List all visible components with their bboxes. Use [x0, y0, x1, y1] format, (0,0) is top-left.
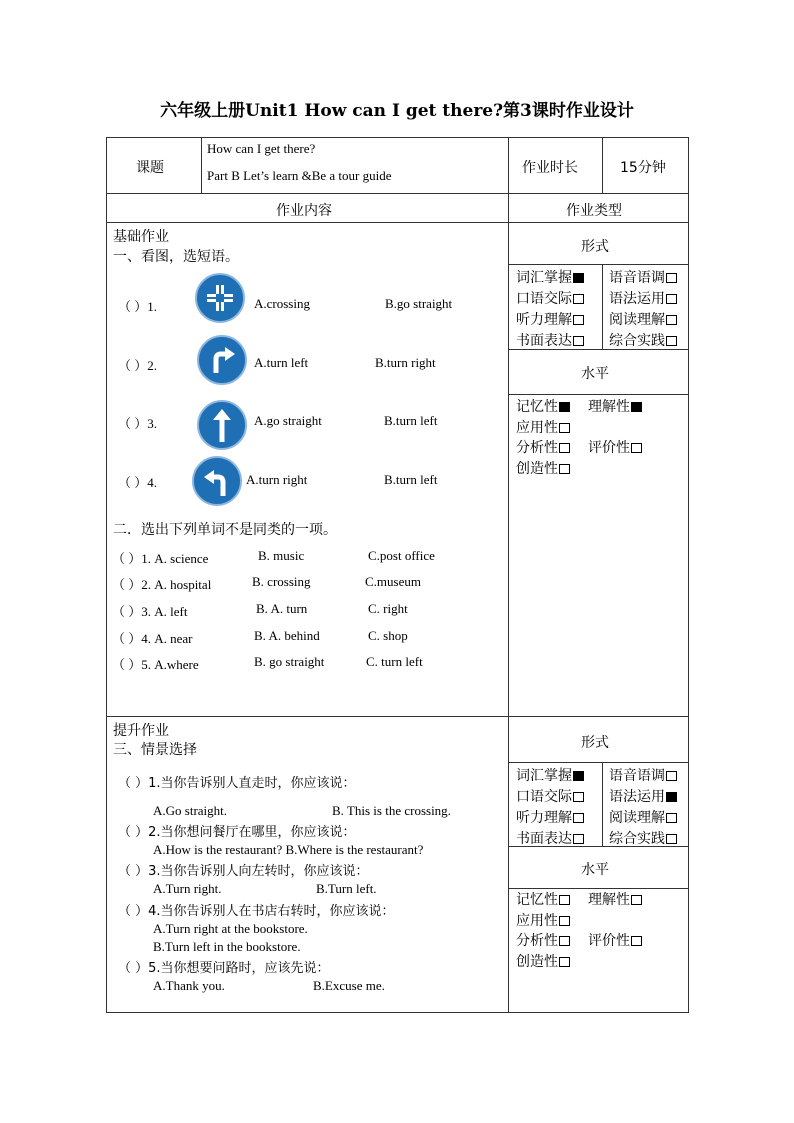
level-option-label: 创造性 — [516, 460, 558, 477]
level-option-label: 记忆性 — [516, 892, 558, 908]
level-option-checkbox[interactable] — [559, 936, 570, 946]
question-3-b: B.Turn left. — [316, 881, 377, 896]
form-option — [516, 765, 584, 785]
level-label-1: 水平 — [581, 366, 609, 382]
level-option-label: 应用性 — [516, 912, 558, 929]
part2-item-2-c: C.museum — [365, 574, 421, 589]
form-option-checkbox[interactable] — [666, 771, 677, 781]
form-option — [516, 786, 584, 806]
form-option-checkbox[interactable] — [573, 771, 584, 781]
level-option — [516, 437, 570, 457]
question-1-b: B. This is the crossing. — [332, 803, 451, 818]
level-option — [516, 951, 570, 971]
part1-item-4-number: （ ）4. — [118, 475, 158, 490]
part2-item-1-c: C.post office — [368, 548, 435, 563]
level-option-checkbox[interactable] — [559, 443, 570, 453]
form-option-label: 听力理解 — [516, 810, 572, 826]
part1-title: 一、看图，选短语。 — [113, 249, 239, 265]
question-1: （ ）1.当你告诉别人直走时，你应该说： — [118, 776, 356, 791]
level-option — [516, 396, 570, 416]
form-option-checkbox[interactable] — [666, 315, 677, 325]
form-option-checkbox[interactable] — [573, 315, 584, 325]
part2-title: 二．选出下列单词不是同类的一项。 — [113, 522, 337, 538]
turn-left-sign-icon — [192, 456, 242, 506]
part1-item-3-number: （ ）3. — [118, 416, 158, 431]
form-option-label: 书面表达 — [516, 333, 572, 349]
form-option — [516, 267, 584, 287]
form-option-label: 书面表达 — [516, 831, 572, 847]
level-option-checkbox[interactable] — [559, 957, 570, 967]
level-label-2: 水平 — [581, 862, 609, 878]
level-option — [516, 889, 570, 909]
part2-item-3-a: （ ）3. A. left — [112, 604, 188, 619]
question-1-a: A.Go straight. — [153, 803, 228, 818]
form-option-checkbox[interactable] — [666, 294, 677, 304]
part2-item-1-a: （ ）1. A. science — [112, 551, 209, 566]
form-option-label: 词汇掌握 — [516, 768, 572, 784]
question-3: （ ）3.当你告诉别人向左转时，你应该说： — [118, 864, 369, 879]
level-option — [588, 930, 642, 950]
form-option-checkbox[interactable] — [666, 813, 677, 823]
form-option-checkbox[interactable] — [573, 294, 584, 304]
part2-item-3-b: B. A. turn — [256, 601, 308, 616]
part2-item-4-c: C. shop — [368, 628, 408, 643]
level-option — [516, 930, 570, 950]
part1-item-4-a: A.turn right — [246, 472, 308, 487]
level-option-label: 理解性 — [588, 892, 630, 908]
part1-item-2-b: B.turn right — [375, 355, 436, 370]
level-option — [516, 417, 570, 437]
level-option-checkbox[interactable] — [559, 464, 570, 474]
part1-item-3-a: A.go straight — [254, 413, 322, 428]
form-option-label: 综合实践 — [609, 333, 665, 349]
go-straight-sign-icon — [197, 400, 247, 450]
form-option-label: 听力理解 — [516, 312, 572, 328]
level-option — [516, 910, 570, 930]
time-value: 15分钟 — [620, 160, 666, 176]
basic-heading: 基础作业 — [113, 229, 169, 245]
level-option-checkbox[interactable] — [631, 443, 642, 453]
form-option — [609, 267, 677, 287]
form-option-label: 词汇掌握 — [516, 270, 572, 286]
part3-title: 三、情景选择 — [113, 742, 197, 758]
part1-item-1-number: （ ）1. — [118, 299, 158, 314]
form-option-checkbox[interactable] — [573, 792, 584, 802]
form-option-label: 语法运用 — [609, 789, 665, 805]
part2-item-5-a: （ ）5. A.where — [112, 657, 199, 672]
question-3-a: A.Turn right. — [153, 881, 222, 896]
form-option — [609, 828, 677, 848]
level-option-label: 分析性 — [516, 933, 558, 949]
part1-item-1-a: A.crossing — [254, 296, 310, 311]
form-option — [516, 309, 584, 329]
part2-item-5-b: B. go straight — [254, 654, 325, 669]
question-4-a: A.Turn right at the bookstore. — [153, 921, 308, 936]
level-option-label: 记忆性 — [516, 399, 558, 415]
part1-item-4-b: B.turn left — [384, 472, 438, 487]
form-option — [516, 288, 584, 308]
part2-item-2-a: （ ）2. A. hospital — [112, 577, 212, 592]
level-option — [588, 396, 642, 416]
part2-item-3-c: C. right — [368, 601, 408, 616]
form-option-label: 阅读理解 — [609, 312, 665, 328]
level-option-label: 评价性 — [588, 440, 630, 456]
question-2: （ ）2.当你想问餐厅在哪里，你应该说： — [118, 825, 356, 840]
page-title: 六年级上册Unit1 How can I get there?第3课时作业设计 — [160, 101, 634, 121]
level-option-label: 评价性 — [588, 933, 630, 949]
form-option-checkbox[interactable] — [573, 834, 584, 844]
question-4-b: B.Turn left in the bookstore. — [153, 939, 301, 954]
form-option-label: 阅读理解 — [609, 810, 665, 826]
form-option-checkbox[interactable] — [666, 273, 677, 283]
form-option-checkbox[interactable] — [573, 273, 584, 283]
question-5-a: A.Thank you. — [153, 978, 225, 993]
part2-item-2-b: B. crossing — [252, 574, 311, 589]
question-5-b: B.Excuse me. — [313, 978, 385, 993]
part1-item-1-b: B.go straight — [385, 296, 453, 311]
part2-item-4-a: （ ）4. A. near — [112, 631, 193, 646]
turn-right-sign-icon — [197, 335, 247, 385]
part2-item-1-b: B. music — [258, 548, 305, 563]
level-option-checkbox[interactable] — [631, 936, 642, 946]
level-option-label: 创造性 — [516, 953, 558, 970]
topic-line-1: How can I get there? — [207, 141, 316, 156]
form-option-label: 语法运用 — [609, 291, 665, 307]
level-option — [516, 458, 570, 478]
level-option — [588, 889, 642, 909]
advanced-heading: 提升作业 — [113, 723, 169, 739]
form-option-label: 综合实践 — [609, 831, 665, 847]
level-option-checkbox[interactable] — [559, 895, 570, 905]
question-5: （ ）5.当你想要问路时，应该先说： — [118, 961, 330, 976]
part1-item-2-number: （ ）2. — [118, 358, 158, 373]
form-option-label: 语音语调 — [609, 768, 665, 784]
form-option — [516, 807, 584, 827]
form-option — [516, 330, 584, 350]
form-option — [609, 288, 677, 308]
form-option — [609, 807, 677, 827]
form-option — [516, 828, 584, 848]
level-option-label: 应用性 — [516, 419, 558, 436]
topic-label: 课题 — [136, 160, 164, 176]
question-4: （ ）4.当你告诉别人在书店右转时，你应该说： — [118, 904, 395, 919]
form-option-label: 语音语调 — [609, 270, 665, 286]
level-option-label: 分析性 — [516, 440, 558, 456]
level-option-checkbox[interactable] — [559, 423, 570, 433]
level-option — [588, 437, 642, 457]
form-option-checkbox[interactable] — [573, 813, 584, 823]
form-option-label: 口语交际 — [516, 291, 572, 307]
form-option-checkbox[interactable] — [666, 336, 677, 346]
time-label: 作业时长 — [522, 160, 578, 176]
form-label-2: 形式 — [581, 735, 609, 751]
level-option-checkbox[interactable] — [631, 402, 642, 412]
form-option — [609, 330, 677, 350]
form-option-checkbox[interactable] — [666, 834, 677, 844]
level-option-checkbox[interactable] — [559, 916, 570, 926]
form-option-checkbox[interactable] — [666, 792, 677, 802]
part2-item-4-b: B. A. behind — [254, 628, 320, 643]
level-option-label: 理解性 — [588, 399, 630, 415]
part2-item-5-c: C. turn left — [366, 654, 423, 669]
form-label-1: 形式 — [581, 239, 609, 255]
part1-item-2-a: A.turn left — [254, 355, 309, 370]
topic-line-2: Part B Let’s learn &Be a tour guide — [207, 168, 392, 183]
part1-item-3-b: B.turn left — [384, 413, 438, 428]
form-option — [609, 309, 677, 329]
form-option-label: 口语交际 — [516, 789, 572, 805]
type-header: 作业类型 — [566, 203, 622, 219]
level-option-checkbox[interactable] — [559, 402, 570, 412]
level-option-checkbox[interactable] — [631, 895, 642, 905]
form-option-checkbox[interactable] — [573, 336, 584, 346]
question-2-options: A.How is the restaurant? B.Where is the restaurant? — [153, 842, 424, 857]
form-option — [609, 786, 677, 806]
crossing-sign-icon — [195, 273, 245, 323]
content-header: 作业内容 — [276, 203, 332, 219]
form-option — [609, 765, 677, 785]
